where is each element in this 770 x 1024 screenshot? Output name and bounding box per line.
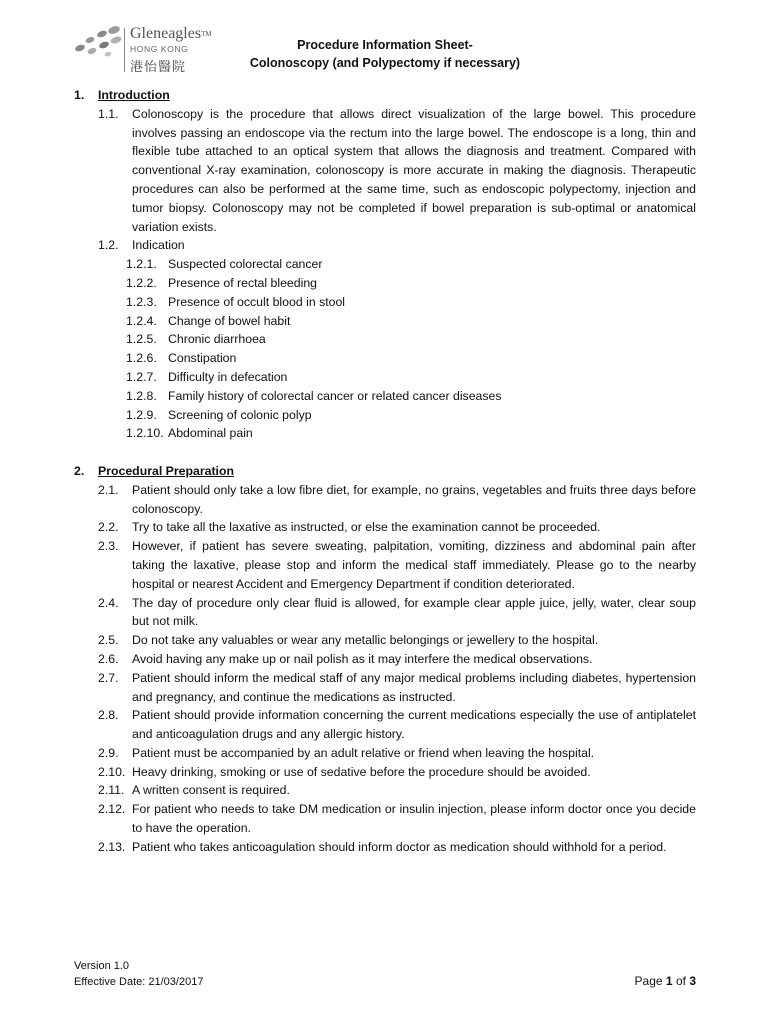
item-text: A written consent is required. — [132, 783, 290, 798]
item-text: However, if patient has severe sweating, palpitation, vomiting, dizziness and abdominal pain after taking the laxative, please stop and inform the medical staff immediately. Please go to the nearby hospital or nearest Accident and Emergency Department if condition deteriorated. — [132, 539, 696, 591]
logo-tm: TM — [201, 30, 212, 38]
section-title: Procedural Preparation — [98, 463, 234, 478]
sub-item-number: 1.2.2. — [126, 275, 157, 290]
sub-item-number: 1.2.3. — [126, 294, 157, 309]
sub-item-text: Family history of colorectal cancer or related cancer diseases — [168, 388, 502, 403]
sub-item — [74, 349, 696, 368]
sub-item-number: 1.2.6. — [126, 351, 157, 366]
section-title: Introduction — [98, 88, 170, 102]
list-item — [74, 105, 696, 237]
sub-item-text: Presence of rectal bleeding — [168, 275, 318, 290]
list-item — [74, 800, 696, 838]
list-item — [74, 669, 696, 707]
sub-item-text: Presence of occult blood in stool — [168, 294, 346, 309]
item-text: Heavy drinking, smoking or use of sedative before the procedure should be avoided. — [132, 764, 591, 779]
sub-item-number: 1.2.1. — [126, 257, 157, 272]
item-number: 2.8. — [98, 708, 119, 723]
sub-item-text: Difficulty in defecation — [168, 369, 288, 384]
sub-item — [74, 387, 696, 406]
list-item — [74, 537, 696, 593]
sub-item-text: Chronic diarrhoea — [168, 332, 266, 347]
list-item — [74, 706, 696, 744]
list-item — [74, 763, 696, 782]
item-text: Patient should provide information concerning the current medications especially the use of antiplatelet and anticoagulation drugs and any allergic history. — [132, 708, 696, 742]
sub-item — [74, 368, 696, 387]
logo-region: HONG KONG — [130, 44, 189, 54]
list-item — [74, 744, 696, 763]
item-text: Patient who takes anticoagulation should inform doctor as medication should withhold for a period. — [132, 839, 667, 854]
page-number — [635, 974, 696, 988]
page-title — [0, 36, 770, 72]
list-item — [74, 236, 696, 255]
section-heading — [74, 86, 696, 105]
logo-name: Gleneagles — [130, 25, 202, 42]
list-item — [74, 481, 696, 519]
section-number: 1. — [74, 88, 85, 102]
section-heading — [74, 462, 696, 481]
list-item — [74, 781, 696, 800]
sub-item-number: 1.2.9. — [126, 407, 157, 422]
sub-item — [74, 293, 696, 312]
item-text: Colonoscopy is the procedure that allows direct visualization of the large bowel. This procedure involves passing an endoscope via the rectum into the large bowel. The endoscope is a long, thin and flexible tube attached to an optical system that allows the diagnosis and treatment. Compared with conventional X-ray examination, colonoscopy is more accurate in making the diagnosis. Therapeutic procedures can also be performed at the same time, such as endoscopic polypectomy, injection and tumor biopsy. Colonoscopy may not be completed if bowel preparation is sub-optimal or anatomical variation exists. — [132, 106, 696, 234]
page-of: of — [675, 974, 686, 988]
item-number: 2.5. — [98, 633, 119, 648]
sub-item-text: Change of bowel habit — [168, 313, 291, 328]
page-current: 1 — [665, 974, 673, 988]
item-text: Do not take any valuables or wear any metallic belongings or jewellery to the hospital. — [132, 633, 599, 648]
page-total: 3 — [689, 974, 696, 988]
item-number: 2.11. — [98, 783, 125, 798]
title-line-2: Colonoscopy (and Polypectomy if necessary) — [249, 56, 521, 70]
document-body — [74, 86, 696, 857]
page-word: Page — [634, 974, 663, 988]
list-item — [74, 594, 696, 632]
item-text: Indication — [132, 238, 185, 253]
sub-item — [74, 274, 696, 293]
item-text: Patient should only take a low fibre diet, for example, no grains, vegetables and fruits three days before colonoscopy. — [132, 482, 696, 516]
item-number: 2.13. — [98, 839, 126, 854]
effective-date: Effective Date: 21/03/2017 — [74, 976, 204, 988]
version-label: Version 1.0 — [74, 960, 130, 972]
item-text: Try to take all the laxative as instructed, or else the examination cannot be proceeded. — [132, 520, 601, 535]
list-item — [74, 838, 696, 857]
sub-item-text: Abdominal pain — [168, 426, 253, 441]
footer-version-info — [74, 958, 203, 990]
list-item — [74, 631, 696, 650]
sub-item-text: Screening of colonic polyp — [168, 407, 312, 422]
sub-item-number: 1.2.5. — [126, 332, 157, 347]
sub-item — [74, 255, 696, 274]
item-number: 2.4. — [98, 595, 119, 610]
sub-item — [74, 312, 696, 331]
section-number: 2. — [74, 463, 85, 478]
sub-item — [74, 424, 696, 443]
sub-item — [74, 406, 696, 425]
item-number: 2.7. — [98, 670, 119, 685]
item-text: For patient who needs to take DM medication or insulin injection, please inform doctor once you decide to have the operation. — [132, 802, 696, 836]
sub-item-number: 1.2.7. — [126, 369, 157, 384]
title-line-1: Procedure Information Sheet- — [297, 38, 473, 52]
item-number: 2.2. — [98, 520, 119, 535]
logo-chinese-name: 港怡醫院 — [130, 60, 187, 75]
item-text: Avoid having any make up or nail polish as it may interfere the medical observations. — [132, 651, 593, 666]
item-number: 1.1. — [98, 106, 119, 121]
item-number: 2.3. — [98, 539, 119, 554]
list-item — [74, 518, 696, 537]
item-text: Patient must be accompanied by an adult relative or friend when leaving the hospital. — [132, 745, 595, 760]
sub-item-number: 1.2.8. — [126, 388, 157, 403]
sub-item-text: Constipation — [168, 351, 237, 366]
item-number: 2.10. — [98, 764, 126, 779]
item-text: The day of procedure only clear fluid is allowed, for example clear apple juice, jelly, water, clear soup but not milk. — [132, 595, 696, 629]
list-item — [74, 650, 696, 669]
item-number: 2.12. — [98, 802, 126, 817]
sub-item-number: 1.2.10. — [126, 426, 164, 441]
item-text: Patient should inform the medical staff of any major medical problems including diabetes, hypertension and pregnancy, and continue the medications as instructed. — [132, 670, 696, 704]
item-number: 2.6. — [98, 651, 119, 666]
item-number: 1.2. — [98, 238, 119, 253]
sub-item-number: 1.2.4. — [126, 313, 157, 328]
sub-item-text: Suspected colorectal cancer — [168, 257, 323, 272]
item-number: 2.1. — [98, 482, 119, 497]
item-number: 2.9. — [98, 745, 119, 760]
sub-item — [74, 330, 696, 349]
